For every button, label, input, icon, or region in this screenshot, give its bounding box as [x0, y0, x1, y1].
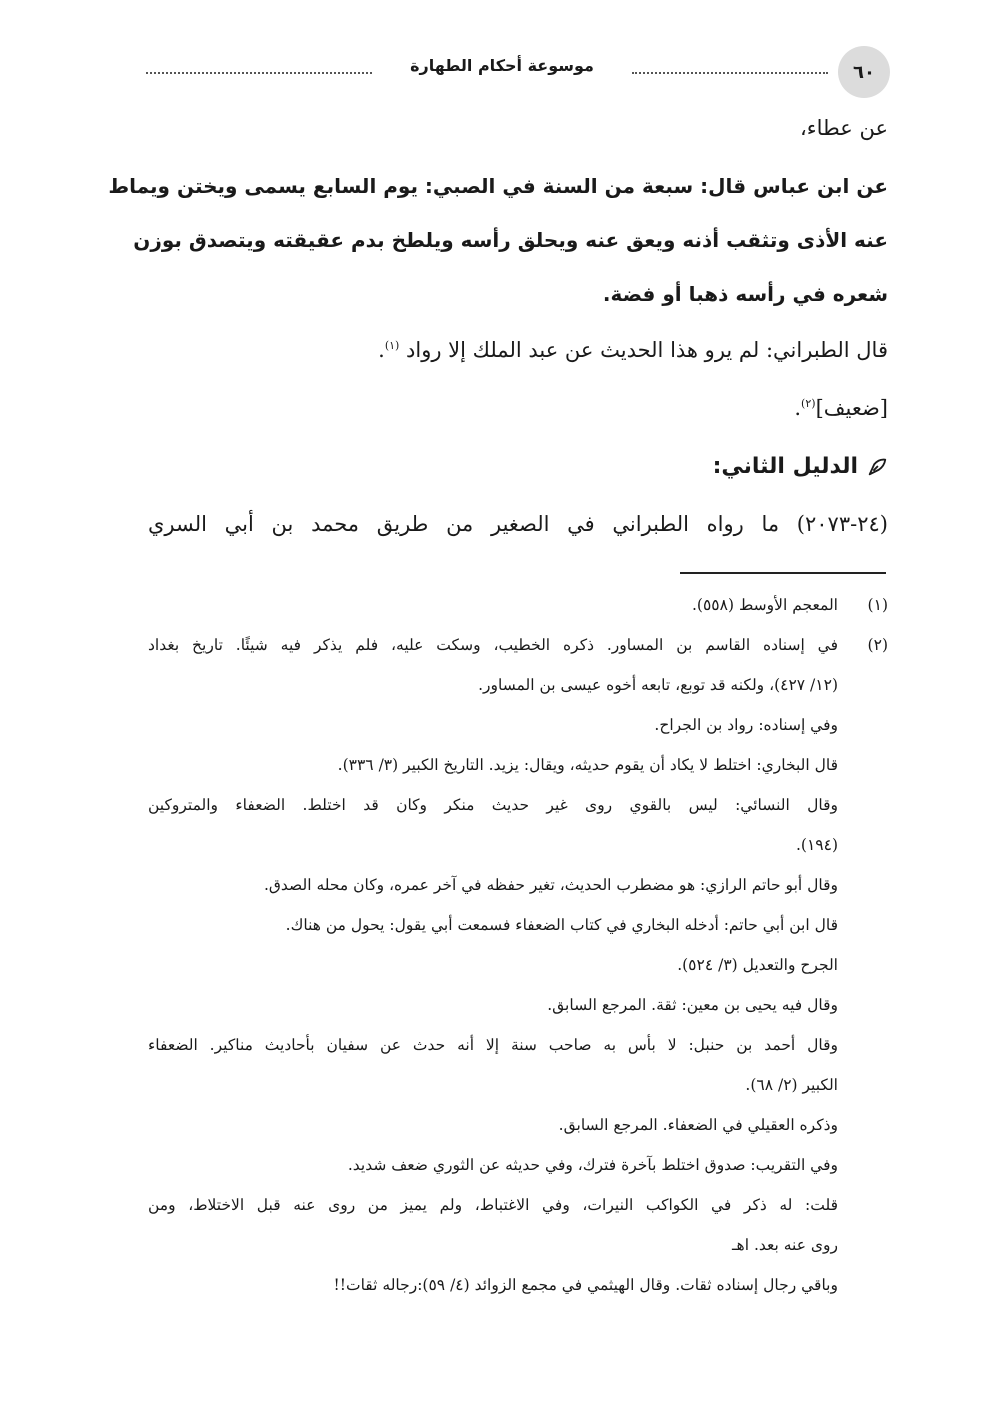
- header-dotted-leader-left: [146, 72, 372, 74]
- footnote-2-line: وذكره العقيلي في الضعفاء. المرجع السابق.: [558, 1116, 838, 1134]
- footnote-2-line: وقال النسائي: ليس بالقوي روى غير حديث منكر وكان قد اختلط. الضعفاء والمتروكين: [148, 796, 838, 814]
- running-header: [146, 44, 890, 98]
- hadith-text-line-1: عن ابن عباس قال: سبعة من السنة في الصبي: يوم السابع يسمى ويختن ويماط: [108, 174, 888, 198]
- body-line-1: عن عطاء،: [800, 116, 888, 140]
- hadith-2-intro: (٢٤-٢٠٧٣) ما رواه الطبراني في الصغير من طريق محمد بن أبي السري: [148, 512, 888, 536]
- tabarani-comment-text: قال الطبراني: لم يرو هذا الحديث عن عبد الملك إلا رواد: [406, 338, 888, 362]
- footnote-2-line: وباقي رجال إسناده ثقات. وقال الهيثمي في مجمع الزوائد (٤/ ٥٩):رجاله ثقات!!: [333, 1276, 838, 1294]
- grading-text: [ضعيف]: [815, 396, 888, 420]
- footnote-2-line: وقال أبو حاتم الرازي: هو مضطرب الحديث، تغير حفظه في آخر عمره، وكان محله الصدق.: [263, 876, 838, 894]
- footnote-2-line: وقال أحمد بن حنبل: لا بأس به صاحب سنة إلا أنه حدث عن سفيان بأحاديث مناكير. الضعفاء: [148, 1036, 838, 1054]
- footnote-2-line: وقال فيه يحيى بن معين: ثقة. المرجع السابق.: [547, 996, 838, 1014]
- footnote-2-line: وفي إسناده: رواد بن الجراح.: [654, 716, 838, 734]
- footnote-2-line: (١٩٤).: [795, 836, 838, 854]
- footnote-1-number: (١): [867, 596, 888, 614]
- tabarani-comment: [148, 338, 888, 362]
- footnote-1-text: المعجم الأوسط (٥٥٨).: [692, 596, 838, 614]
- footnote-2-line: قلت: له ذكر في الكواكب النيرات، وفي الاغتباط، ولم يميز من روى عنه قبل الاختلاط، ومن: [148, 1196, 838, 1214]
- book-title: موسوعة أحكام الطهارة: [410, 56, 594, 75]
- footnote-separator: [680, 572, 886, 574]
- footnote-2-number: (٢): [867, 636, 888, 654]
- pen-nib-icon: [866, 456, 888, 478]
- footnote-2-line: في إسناده القاسم بن المساور. ذكره الخطيب، وسكت عليه، فلم يذكر فيه شيئًا. تاريخ بغداد: [148, 636, 838, 654]
- grading: [148, 396, 888, 420]
- page-number: ٦٠: [838, 46, 890, 98]
- footnote-2-line: قال ابن أبي حاتم: أدخله البخاري في كتاب الضعفاء فسمعت أبي يقول: يحول من هناك.: [285, 916, 838, 934]
- section-heading-text: الدليل الثاني:: [712, 454, 858, 479]
- footnote-ref-1: (١): [384, 339, 400, 352]
- footnote-ref-2: (٢): [801, 397, 816, 410]
- footnote-2-line: روى عنه بعد. اهـ: [732, 1236, 838, 1254]
- footnote-2-line: الجرح والتعديل (٣/ ٥٢٤).: [677, 956, 838, 974]
- hadith-text-line-3: شعره في رأسه ذهبا أو فضة.: [602, 282, 888, 306]
- footnote-2-line: الكبير (٢/ ٦٨).: [745, 1076, 838, 1094]
- header-dotted-leader-right: [632, 72, 828, 74]
- footnote-2-line: قال البخاري: اختلط لا يكاد أن يقوم حديثه، ويقال: يزيد. التاريخ الكبير (٣/ ٣٣٦).: [337, 756, 838, 774]
- period: .: [794, 396, 802, 420]
- section-heading: [148, 454, 888, 479]
- footnote-2-line: (١٢/ ٤٢٧)، ولكنه قد توبع، تابعه أخوه عيسى بن المساور.: [478, 676, 838, 694]
- footnote-2-line: وفي التقريب: صدوق اختلط بآخرة فترك، وفي حديثه عن الثوري ضعف شديد.: [347, 1156, 838, 1174]
- period: .: [378, 338, 385, 362]
- hadith-text-line-2: عنه الأذى وتثقب أذنه ويعق عنه ويحلق رأسه ويلطخ بدم عقيقته ويتصدق بوزن: [133, 228, 888, 252]
